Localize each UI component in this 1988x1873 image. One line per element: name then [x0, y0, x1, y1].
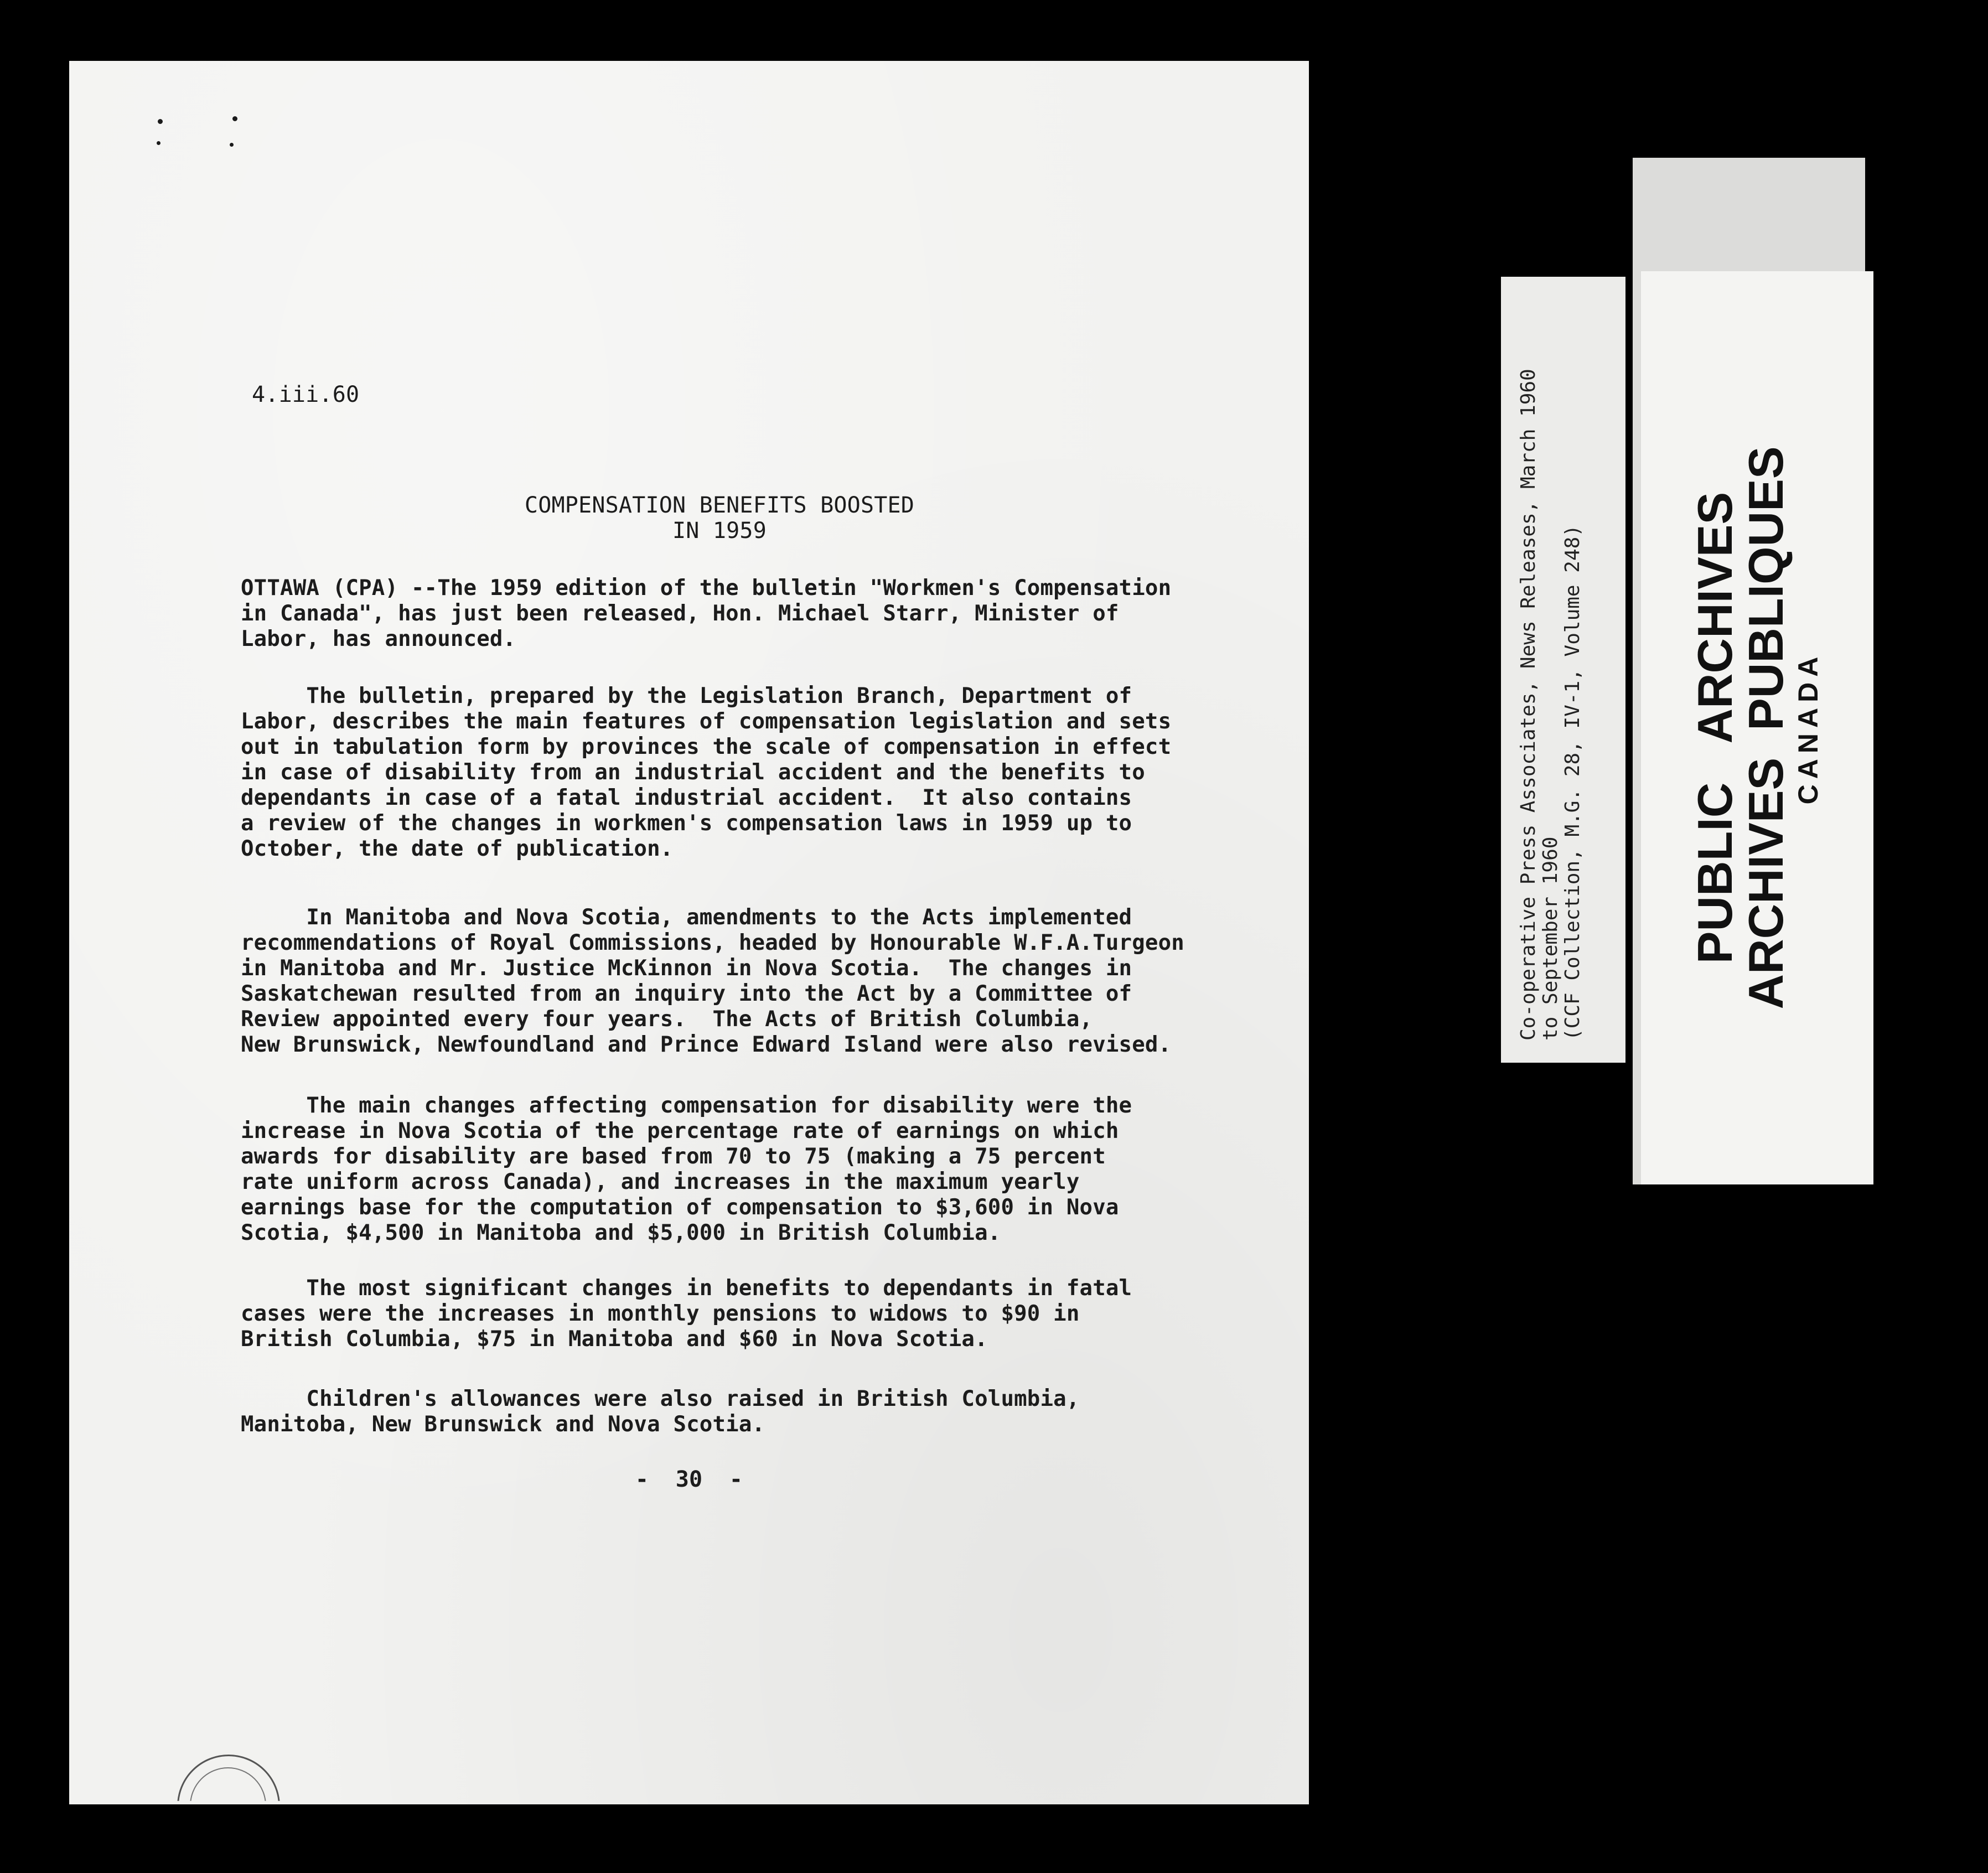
office-stamp-mark: [177, 1755, 280, 1858]
text-line: in case of disability from an industrial accident and the benefits to: [241, 760, 1145, 785]
text-line: recommendations of Royal Commissions, headed by Honourable W.F.A.Turgeon: [241, 930, 1184, 955]
office-stamp-ring: [190, 1767, 266, 1844]
page-number: - 30 -: [635, 1467, 743, 1492]
text-line: New Brunswick, Newfoundland and Prince Edward Island were also revised.: [241, 1032, 1172, 1057]
paragraph-allowances: [241, 1386, 1320, 1437]
archives-name-fr: ARCHIVES PUBLIQUES: [1738, 446, 1793, 1010]
paragraph-lead: [241, 576, 1320, 652]
text-line: Scotia, $4,500 in Manitoba and $5,000 in British Columbia.: [241, 1220, 1001, 1245]
text-line: In Manitoba and Nova Scotia, amendments to the Acts implemented: [241, 905, 1132, 930]
text-line: out in tabulation form by provinces the scale of compensation in effect: [241, 734, 1172, 759]
text-line: Children's allowances were also raised in British Columbia,: [241, 1386, 1080, 1411]
dateline: 4.iii.60: [252, 382, 360, 407]
text-line: The main changes affecting compensation for disability were the: [241, 1093, 1132, 1118]
text-line: October, the date of publication.: [241, 836, 674, 861]
paragraph-dependants: [241, 1276, 1320, 1352]
headline-year: IN 1959: [672, 518, 767, 544]
text-line: a review of the changes in workmen's compensation laws in 1959 up to: [241, 811, 1132, 836]
text-line: increase in Nova Scotia of the percentage rate of earnings on which: [241, 1119, 1119, 1144]
headline: COMPENSATION BENEFITS BOOSTED: [524, 493, 915, 518]
punch-hole-mark: [158, 119, 163, 124]
text-line: Review appointed every four years. The Acts of British Columbia,: [241, 1007, 1093, 1032]
text-line: The most significant changes in benefits to dependants in fatal: [241, 1276, 1132, 1301]
paragraph-disability: [241, 1093, 1320, 1246]
punch-hole-mark: [232, 116, 237, 121]
source-line: to September 1960: [1539, 836, 1562, 1041]
punch-hole-mark: [157, 141, 161, 145]
text-line: Labor, describes the main features of compensation legislation and sets: [241, 709, 1172, 734]
text-line: Labor, has announced.: [241, 627, 516, 651]
paragraph-amendments: [241, 905, 1320, 1058]
text-line: in Manitoba and Mr. Justice McKinnon in Nova Scotia. The changes in: [241, 956, 1132, 981]
text-line: OTTAWA (CPA) --The 1959 edition of the bulletin "Workmen's Compensation: [241, 576, 1172, 601]
archives-name-en: PUBLIC ARCHIVES: [1687, 491, 1742, 964]
text-line: dependants in case of a fatal industrial accident. It also contains: [241, 785, 1132, 810]
document-page: [69, 61, 1309, 1804]
archives-tab-text: [1641, 271, 1873, 1184]
archive-source-text: [1501, 277, 1625, 1063]
text-line: Saskatchewan resulted from an inquiry into the Act by a Committee of: [241, 981, 1132, 1006]
text-line: rate uniform across Canada), and increases in the maximum yearly: [241, 1170, 1080, 1194]
punch-hole-mark: [230, 143, 234, 147]
source-line: Co-operative Press Associates, News Releases, March 1960: [1517, 369, 1540, 1041]
archives-tab: [1641, 271, 1873, 1184]
text-line: The bulletin, prepared by the Legislation Branch, Department of: [241, 684, 1132, 708]
text-line: Manitoba, New Brunswick and Nova Scotia.: [241, 1412, 765, 1437]
text-line: cases were the increases in monthly pensions to widows to $90 in: [241, 1301, 1080, 1326]
text-line: in Canada", has just been released, Hon. Michael Starr, Minister of: [241, 601, 1119, 626]
text-line: awards for disability are based from 70 to 75 (making a 75 percent: [241, 1144, 1106, 1169]
archive-source-label: [1501, 277, 1625, 1063]
paragraph-bulletin: [241, 684, 1320, 862]
source-line: (CCF Collection, M.G. 28, IV-1, Volume 248): [1561, 525, 1584, 1041]
archives-country: CANADA: [1793, 651, 1824, 805]
text-line: British Columbia, $75 in Manitoba and $60 in Nova Scotia.: [241, 1327, 988, 1352]
text-line: earnings base for the computation of compensation to $3,600 in Nova: [241, 1195, 1119, 1220]
